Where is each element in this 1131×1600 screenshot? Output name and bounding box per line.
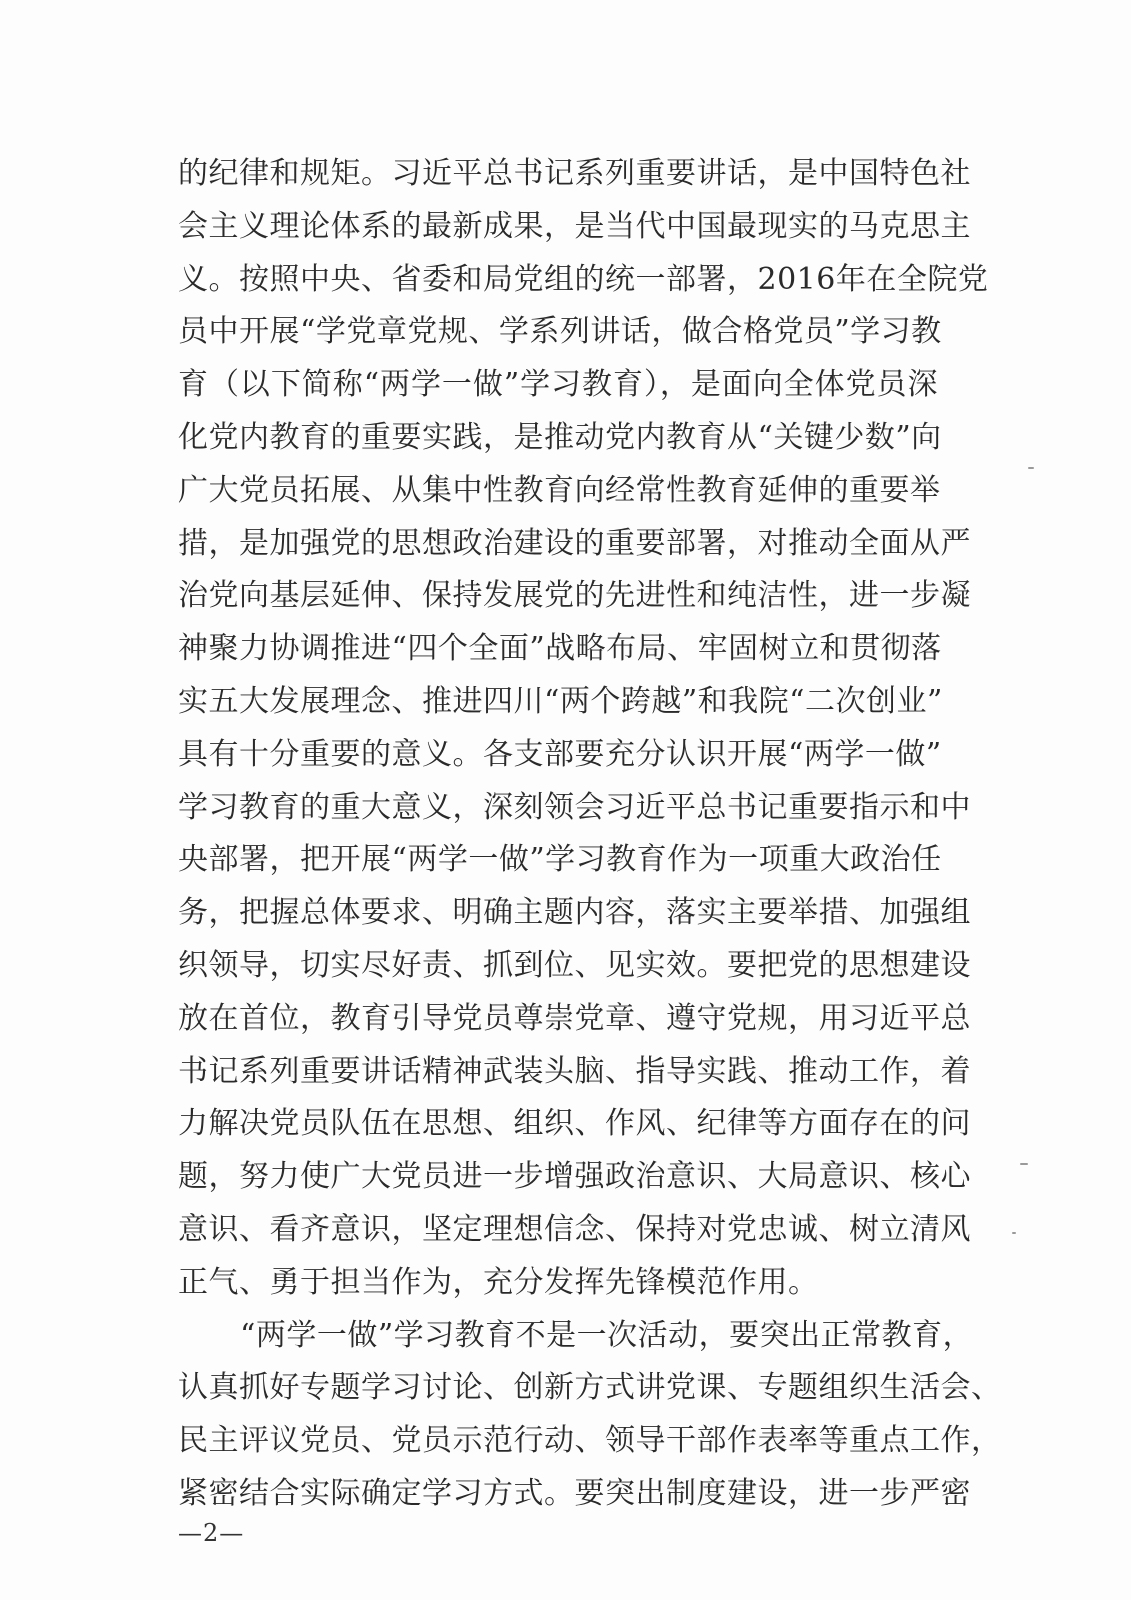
paragraph-start-line: “两学一做”学习教育不是一次活动，要突出正常教育， [240,1317,974,1353]
page-number: —2— [178,1519,245,1547]
text-line: 措，是加强党的思想政治建设的重要部署，对推动全面从严 [178,525,971,561]
text-line: 紧密结合实际确定学习方式。要突出制度建设，进一步严密 [178,1475,971,1511]
text-line: 力解决党员队伍在思想、组织、作风、纪律等方面存在的问 [178,1106,971,1142]
text-line: 育（以下简称“两学一做”学习教育），是面向全体党员深 [178,367,938,403]
text-line: 化党内教育的重要实践，是推动党内教育从“关键少数”向 [178,419,942,455]
text-line: 具有十分重要的意义。各支部要充分认识开展“两学一做” [178,736,942,772]
text-line: 务，把握总体要求、明确主题内容，落实主要举措、加强组 [178,895,971,931]
text-line: 广大党员拓展、从集中性教育向经常性教育延伸的重要举 [178,472,941,508]
scan-speck [1020,1163,1028,1165]
scan-speck [1012,1232,1016,1234]
text-line: 会主义理论体系的最新成果，是当代中国最现实的马克思主 [178,208,971,244]
text-line: 书记系列重要讲话精神武装头脑、指导实践、推动工作，着 [178,1053,971,1089]
scan-speck [1028,467,1034,469]
text-line: 织领导，切实尽好责、抓到位、见实效。要把党的思想建设 [178,947,971,983]
text-line: 员中开展“学党章党规、学系列讲话，做合格党员”学习教 [178,314,942,350]
text-line: 意识、看齐意识，坚定理想信念、保持对党忠诚、树立清风 [178,1211,971,1247]
text-line: 央部署，把开展“两学一做”学习教育作为一项重大政治任 [178,842,942,878]
text-line: 学习教育的重大意义，深刻领会习近平总书记重要指示和中 [178,789,971,825]
body-text [178,148,1002,1521]
text-line: 治党向基层延伸、保持发展党的先进性和纯洁性，进一步凝 [178,578,971,614]
text-line: 的纪律和规矩。习近平总书记系列重要讲话，是中国特色社 [178,156,971,191]
text-line: 义。按照中央、省委和局党组的统一部署，2016年在全院党 [178,261,989,297]
text-line: 民主评议党员、党员示范行动、领导干部作表率等重点工作， [178,1423,1002,1459]
text-line: 神聚力协调推进“四个全面”战略布局、牢固树立和贯彻落 [178,631,942,667]
text-line: 题，努力使广大党员进一步增强政治意识、大局意识、核心 [178,1159,971,1195]
text-line: 放在首位，教育引导党员尊崇党章、遵守党规，用习近平总 [178,1000,971,1036]
text-line: 实五大发展理念、推进四川“两个跨越”和我院“二次创业” [178,683,943,719]
text-line: 正气、勇于担当作为，充分发挥先锋模范作用。 [178,1264,819,1300]
text-line: 认真抓好专题学习讨论、创新方式讲党课、专题组织生活会、 [178,1370,1002,1406]
